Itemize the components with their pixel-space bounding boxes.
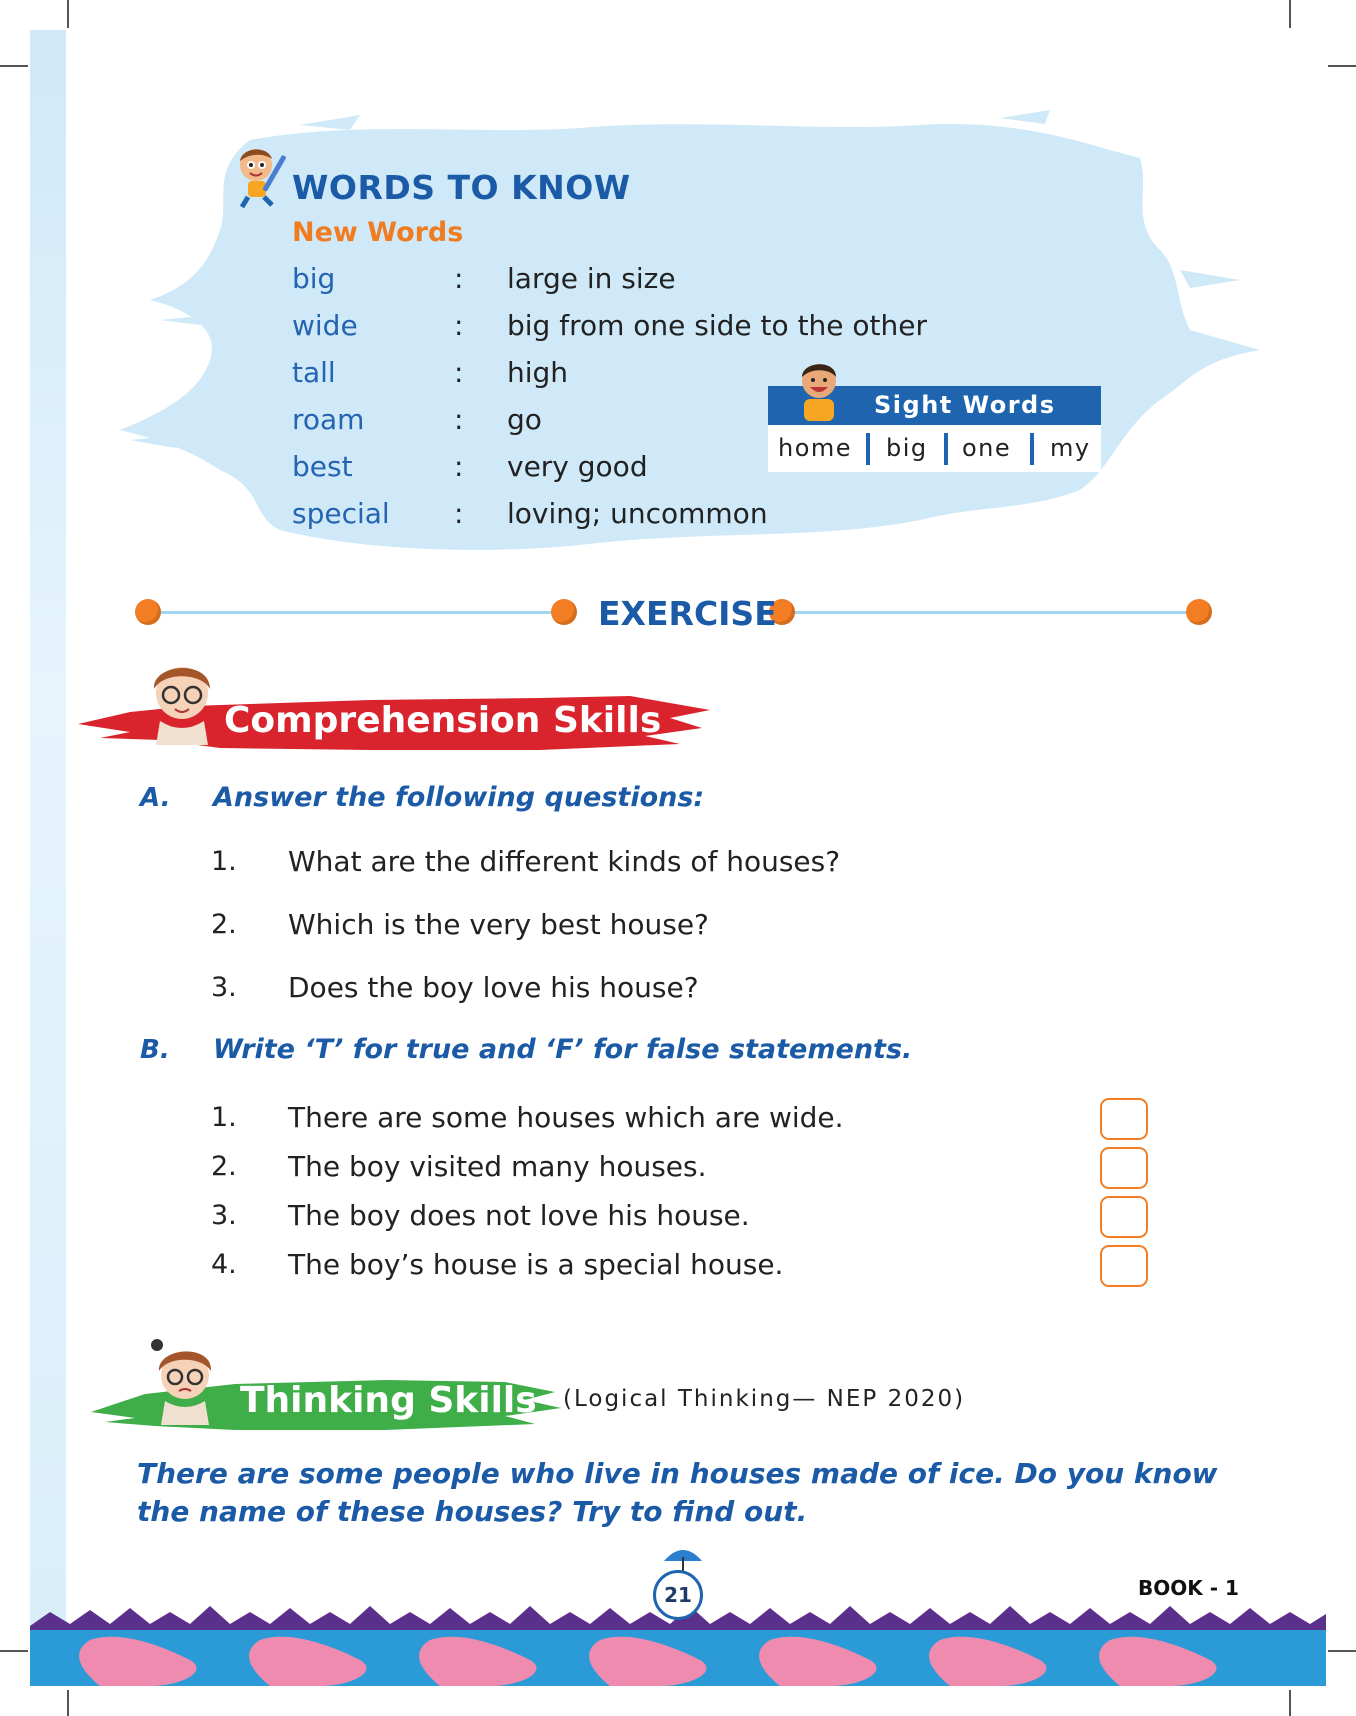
- section-b-letter: B.: [140, 1035, 170, 1065]
- vocab-meaning: large in size: [507, 262, 676, 295]
- boy-mascot-icon: [228, 143, 294, 209]
- vocab-colon: :: [454, 356, 464, 389]
- true-false-answer-box[interactable]: [1100, 1196, 1148, 1238]
- crop-mark: [0, 65, 28, 67]
- crop-mark: [0, 1650, 28, 1652]
- vocab-word: tall: [292, 356, 336, 389]
- true-false-answer-box[interactable]: [1100, 1245, 1148, 1287]
- comprehension-skills-banner: Comprehension Skills: [224, 700, 662, 741]
- sight-word: my: [1050, 434, 1091, 462]
- umbrella-icon: [660, 1543, 706, 1573]
- page-number: 21: [653, 1570, 703, 1620]
- new-words-subtitle: New Words: [292, 217, 464, 248]
- section-b-title: Write ‘T’ for true and ‘F’ for false statements.: [213, 1034, 913, 1065]
- divider-dot: [1186, 599, 1212, 625]
- question-text: Which is the very best house?: [288, 908, 709, 941]
- statement-number: 1.: [211, 1102, 237, 1133]
- statement-number: 2.: [211, 1151, 237, 1182]
- question-number: 3.: [211, 972, 237, 1003]
- divider-dot: [551, 599, 577, 625]
- section-a-title: Answer the following questions:: [213, 782, 705, 813]
- thinking-task-text: There are some people who live in houses made of ice. Do you know the name of these houses? Try to find out.: [137, 1457, 1218, 1528]
- exercise-divider-right: [794, 611, 1194, 614]
- vocab-word: big: [292, 262, 336, 295]
- words-to-know-title: WORDS TO KNOW: [292, 168, 631, 207]
- left-decorative-strip: [30, 30, 66, 1685]
- statement-text: The boy’s house is a special house.: [288, 1248, 784, 1281]
- girl-mascot-icon: [140, 655, 224, 745]
- thinking-skills-banner: Thinking Skills: [240, 1380, 537, 1421]
- exercise-title: EXERCISE: [598, 594, 777, 633]
- question-number: 2.: [211, 909, 237, 940]
- sight-word: one: [962, 434, 1012, 462]
- sight-word: home: [778, 434, 853, 462]
- crop-mark: [1289, 0, 1291, 28]
- nep-note: (Logical Thinking— NEP 2020): [563, 1386, 966, 1412]
- vocab-meaning: very good: [507, 450, 648, 483]
- vocab-colon: :: [454, 262, 464, 295]
- sight-words-list: [768, 425, 1101, 472]
- separator: [944, 433, 948, 465]
- vocab-colon: :: [454, 309, 464, 342]
- exercise-divider-left: [160, 611, 560, 614]
- true-false-answer-box[interactable]: [1100, 1098, 1148, 1140]
- question-text: What are the different kinds of houses?: [288, 845, 841, 878]
- statement-text: The boy visited many houses.: [288, 1150, 707, 1183]
- statement-text: There are some houses which are wide.: [288, 1101, 844, 1134]
- question-text: Does the boy love his house?: [288, 971, 699, 1004]
- section-a-letter: A.: [140, 783, 171, 813]
- book-label: BOOK - 1: [1138, 1576, 1239, 1600]
- vocab-colon: :: [454, 450, 464, 483]
- crop-mark: [1289, 1690, 1291, 1716]
- sight-words-title: Sight Words: [874, 391, 1056, 419]
- crop-mark: [67, 0, 69, 28]
- separator: [866, 433, 870, 465]
- crop-mark: [1328, 65, 1356, 67]
- vocab-meaning: go: [507, 403, 542, 436]
- vocab-word: wide: [292, 309, 358, 342]
- divider-dot: [135, 599, 161, 625]
- boy-face-icon: [790, 355, 848, 427]
- statement-text: The boy does not love his house.: [288, 1199, 750, 1232]
- vocab-word: roam: [292, 403, 365, 436]
- boy-thinking-mascot-icon: [145, 1335, 225, 1425]
- crop-mark: [1328, 1650, 1356, 1652]
- statement-number: 3.: [211, 1200, 237, 1231]
- vocab-word: special: [292, 497, 390, 530]
- separator: [1030, 433, 1034, 465]
- question-number: 1.: [211, 846, 237, 877]
- vocab-colon: :: [454, 497, 464, 530]
- vocab-meaning: loving; uncommon: [507, 497, 768, 530]
- sight-word: big: [886, 434, 928, 462]
- vocab-word: best: [292, 450, 353, 483]
- true-false-answer-box[interactable]: [1100, 1147, 1148, 1189]
- statement-number: 4.: [211, 1249, 237, 1280]
- vocab-meaning: high: [507, 356, 569, 389]
- crop-mark: [67, 1690, 69, 1716]
- vocab-colon: :: [454, 403, 464, 436]
- vocab-meaning: big from one side to the other: [507, 309, 928, 342]
